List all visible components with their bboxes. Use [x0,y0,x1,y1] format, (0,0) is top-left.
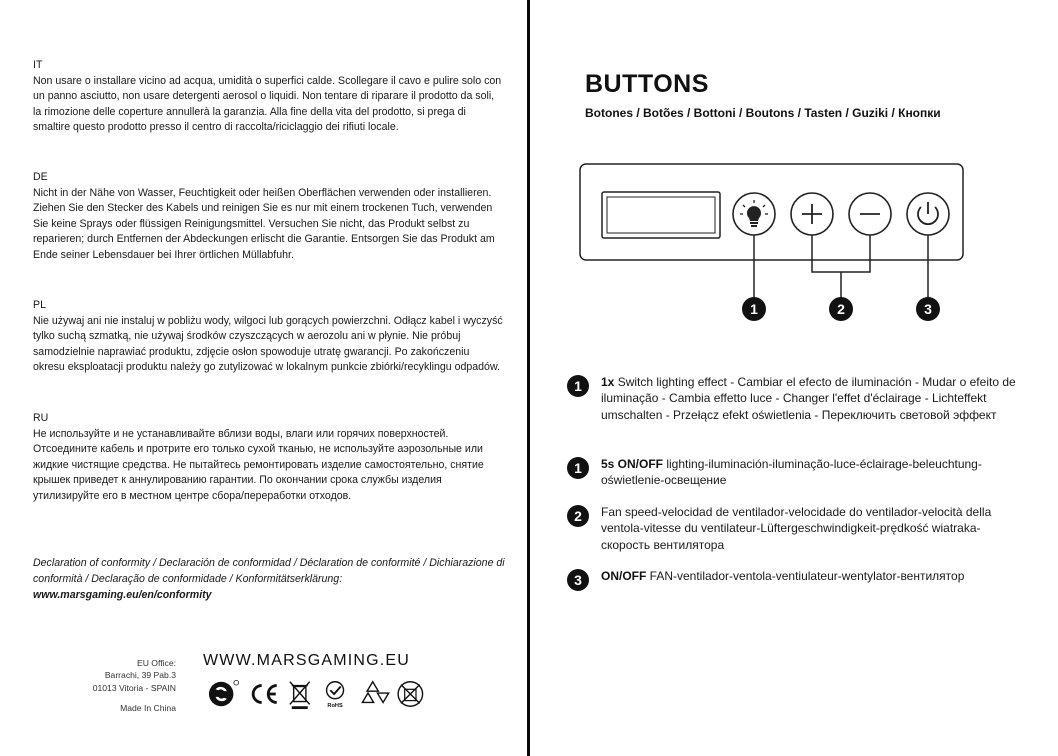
section-text: Не используйте и не устанавливайте вблизи воды, влаги или горячих поверхностей. Отсоедините кабель и протрите его только сухой тканью, не используйте аэрозольные или жидкие чистящие средства. Не пытайтесь ремонтировать изделие самостоятельно, снятие крышек приведет к аннулированию гарантии. По окончании срока службы изделия утилизируйте его в местном центре сбора/переработки отходов. [33,427,484,502]
language-code: PL [33,299,46,311]
office-address-line-2: 01013 Vitoria - SPAIN [92,682,176,693]
no-dispose-icon [398,682,422,706]
right-page [530,0,1058,756]
declaration-of-conformity [33,555,508,603]
section-text: Non usare o installare vicino ad acqua, umidità o superfici calde. Scollegare il cavo e pulire solo con un panno asciutto, non usare detergenti aerosol o liquidi. Non tentare di riparare il prodotto da soli, la rimozione delle coperture annullerà la garanzia. Alla fine della vita del prodotto, si prega di smaltire questo prodotto presso il centro di raccolta/riciclaggio dei rifiuti locale. [33,74,502,134]
item-action: ON/OFF [601,569,647,583]
section-pl [33,298,503,376]
fan-speed-down-button[interactable] [849,193,891,235]
brand-url: WWW.MARSGAMING.EU [203,652,411,669]
item-description [601,504,1026,553]
item-action: 5s ON/OFF [601,457,664,471]
item-text: Switch lighting effect - Cambiar el efecto de iluminación - Mudar o efeito de iluminação - Cambia effetto luce - Changer l'effet d'éclairage - Lichteffekt umschalten - Przełącz efekt oświetlenia - Переключить световой эффект [601,375,1016,422]
item-description [601,456,1026,489]
item-badge: 1 [567,457,589,479]
page-title: BUTTONS [585,70,709,98]
made-in: Made In China [120,703,176,714]
page-subtitle: Botones / Botões / Bottoni / Boutons / Tasten / Guziki / Кнопки [585,106,941,120]
recycle-icon [362,682,388,703]
rohs-label: RoHS [327,703,343,710]
office-label: EU Office: [136,658,176,668]
section-de [33,170,503,264]
language-code: DE [33,171,48,183]
left-page [0,0,527,756]
declaration-text: Declaration of conformity / Declaración de conformidad / Déclaration de conformité / Dichiarazione di conformità / Declaração de conformidade / Konformitätserklärung: [33,557,505,585]
callout-number: 1 [750,301,758,317]
fan-power-button[interactable] [907,193,949,235]
item-text: lighting-iluminación-iluminação-luce-éclairage-beleuchtung- oświetlenie-освещение [601,457,982,488]
item-description [601,374,1026,423]
item-action: 1x [601,375,615,389]
display-screen-inner [607,197,715,233]
section-text: Nie używaj ani nie instaluj w pobliżu wody, wilgoci lub gorących powierzchni. Odłącz kabel i wyczyść tylko suchą szmatką, nie używaj środków czyszczących w aerozolu ani w płynie. Nie próbuj samodzielnie naprawiać produktu, zdjęcie osłon spowoduje utratę gwarancji. Po zakończeniu okresu eksploatacji produktu należy go zutylizować w lokalnym punkcie zbiórki/recyklingu odpadów. [33,314,503,374]
item-badge: 2 [567,505,589,527]
eu-office-block [66,657,176,715]
language-code: RU [33,412,49,424]
item-description [601,568,1026,584]
weee-bin-icon [290,682,310,709]
callout-badge-2 [829,297,853,321]
item-badge: 1 [567,375,589,397]
ce-mark-icon [253,686,277,703]
office-address-line-1: Barrachi, 39 Pab.3 [104,670,176,681]
item-text: Fan speed-velocidad de ventilador-velocidade do ventilador-velocità della ventola-vitesse du ventilateur-Lüftergeschwindigkeit-prędkość wiatraka-скорость вентилятора [601,505,992,552]
declaration-url[interactable]: www.marsgaming.eu/en/conformity [33,589,212,601]
fan-speed-up-button[interactable] [791,193,833,235]
callout-number: 2 [837,301,845,317]
callout-number: 3 [924,301,932,317]
section-ru [33,411,503,505]
callout-badge-3 [916,297,940,321]
light-button[interactable] [733,193,775,235]
section-it [33,58,503,136]
item-text: FAN-ventilador-ventola-ventiulateur-wentylator-вентилятор [646,569,965,583]
rohs-icon [327,682,344,709]
certification-icons [200,678,440,710]
callout-badge-1 [742,297,766,321]
language-code: IT [33,59,43,71]
button-panel-diagram [578,162,968,327]
item-badge: 3 [567,569,589,591]
section-text: Nicht in der Nähe von Wasser, Feuchtigkeit oder heißen Oberflächen verwenden oder installieren. Ziehen Sie den Stecker des Kabels und reinigen Sie es nur mit einem trockenen Tuch, verwenden Sie keine Sprays oder flüssigen Reinigungsmittel. Versuchen Sie nicht, das Produkt selbst zu reparieren; durch Entfernen der Abdeckungen erlischt die Garantie. Entsorgen Sie das Produkt am Ende seiner Lebensdauer bei Ihrer örtlichen Müllabfuhr. [33,186,495,261]
green-dot-icon [209,680,239,706]
